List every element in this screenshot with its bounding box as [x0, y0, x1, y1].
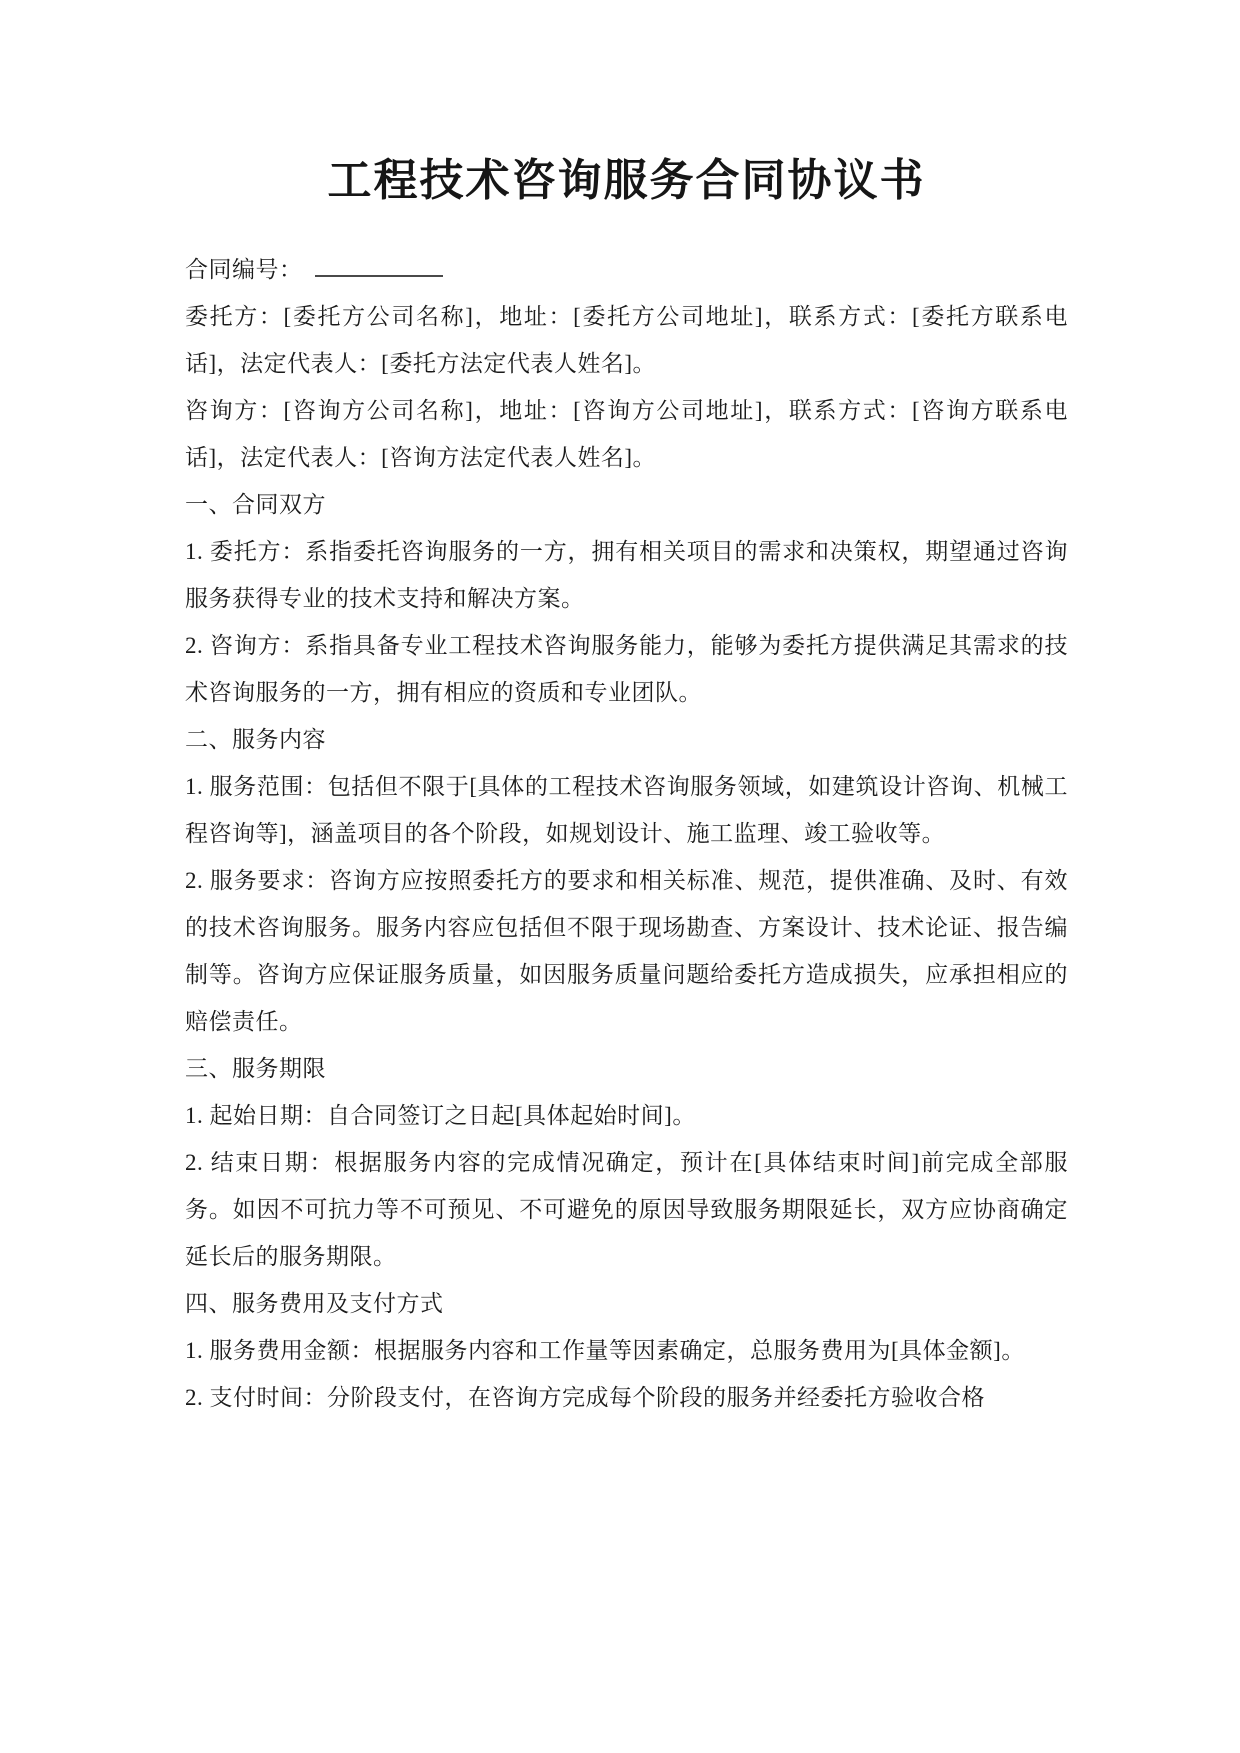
section-4-clause-1: 1. 服务费用金额：根据服务内容和工作量等因素确定，总服务费用为[具体金额]。 [185, 1338, 1025, 1363]
section-2-clause-2: 2. 服务要求：咨询方应按照委托方的要求和相关标准、规范，提供准确、及时、有效的技术咨询服务。服务内容应包括但不限于现场勘查、方案设计、技术论证、报告编制等。咨询方应保证服务质量，如因服务质量问题给委托方造成损失，应承担相应的赔偿责任。 [185, 868, 1068, 1034]
section-2-heading: 二、服务内容 [185, 727, 326, 752]
party-consultant-paragraph: 咨询方：[咨询方公司名称]，地址：[咨询方公司地址]，联系方式：[咨询方联系电话]，法定代表人：[咨询方法定代表人姓名]。 [185, 398, 1068, 470]
document-title: 工程技术咨询服务合同协议书 [327, 156, 926, 205]
section-3-clause-2: 2. 结束日期：根据服务内容的完成情况确定，预计在[具体结束时间]前完成全部服务。如因不可抗力等不可预见、不可避免的原因导致服务期限延长，双方应协商确定延长后的服务期限。 [185, 1150, 1068, 1269]
party-client-paragraph: 委托方：[委托方公司名称]，地址：[委托方公司地址]，联系方式：[委托方联系电话]，法定代表人：[委托方法定代表人姓名]。 [185, 304, 1068, 376]
contract-number-blank-line [315, 255, 443, 277]
section-1-heading: 一、合同双方 [185, 492, 326, 517]
section-2-clause-1: 1. 服务范围：包括但不限于[具体的工程技术咨询服务领域，如建筑设计咨询、机械工程咨询等]，涵盖项目的各个阶段，如规划设计、施工监理、竣工验收等。 [185, 774, 1068, 846]
section-4-clause-2: 2. 支付时间：分阶段支付，在咨询方完成每个阶段的服务并经委托方验收合格 [185, 1385, 985, 1410]
section-1-clause-1: 1. 委托方：系指委托咨询服务的一方，拥有相关项目的需求和决策权，期望通过咨询服务获得专业的技术支持和解决方案。 [185, 539, 1068, 611]
contract-number-label: 合同编号： [185, 257, 303, 282]
section-1-clause-2: 2. 咨询方：系指具备专业工程技术咨询服务能力，能够为委托方提供满足其需求的技术咨询服务的一方，拥有相应的资质和专业团队。 [185, 633, 1068, 705]
section-4-heading: 四、服务费用及支付方式 [185, 1291, 444, 1316]
contract-number-row [185, 246, 1068, 293]
section-3-heading: 三、服务期限 [185, 1056, 326, 1081]
section-3-clause-1: 1. 起始日期：自合同签订之日起[具体起始时间]。 [185, 1103, 696, 1128]
document-body [185, 246, 1068, 1421]
